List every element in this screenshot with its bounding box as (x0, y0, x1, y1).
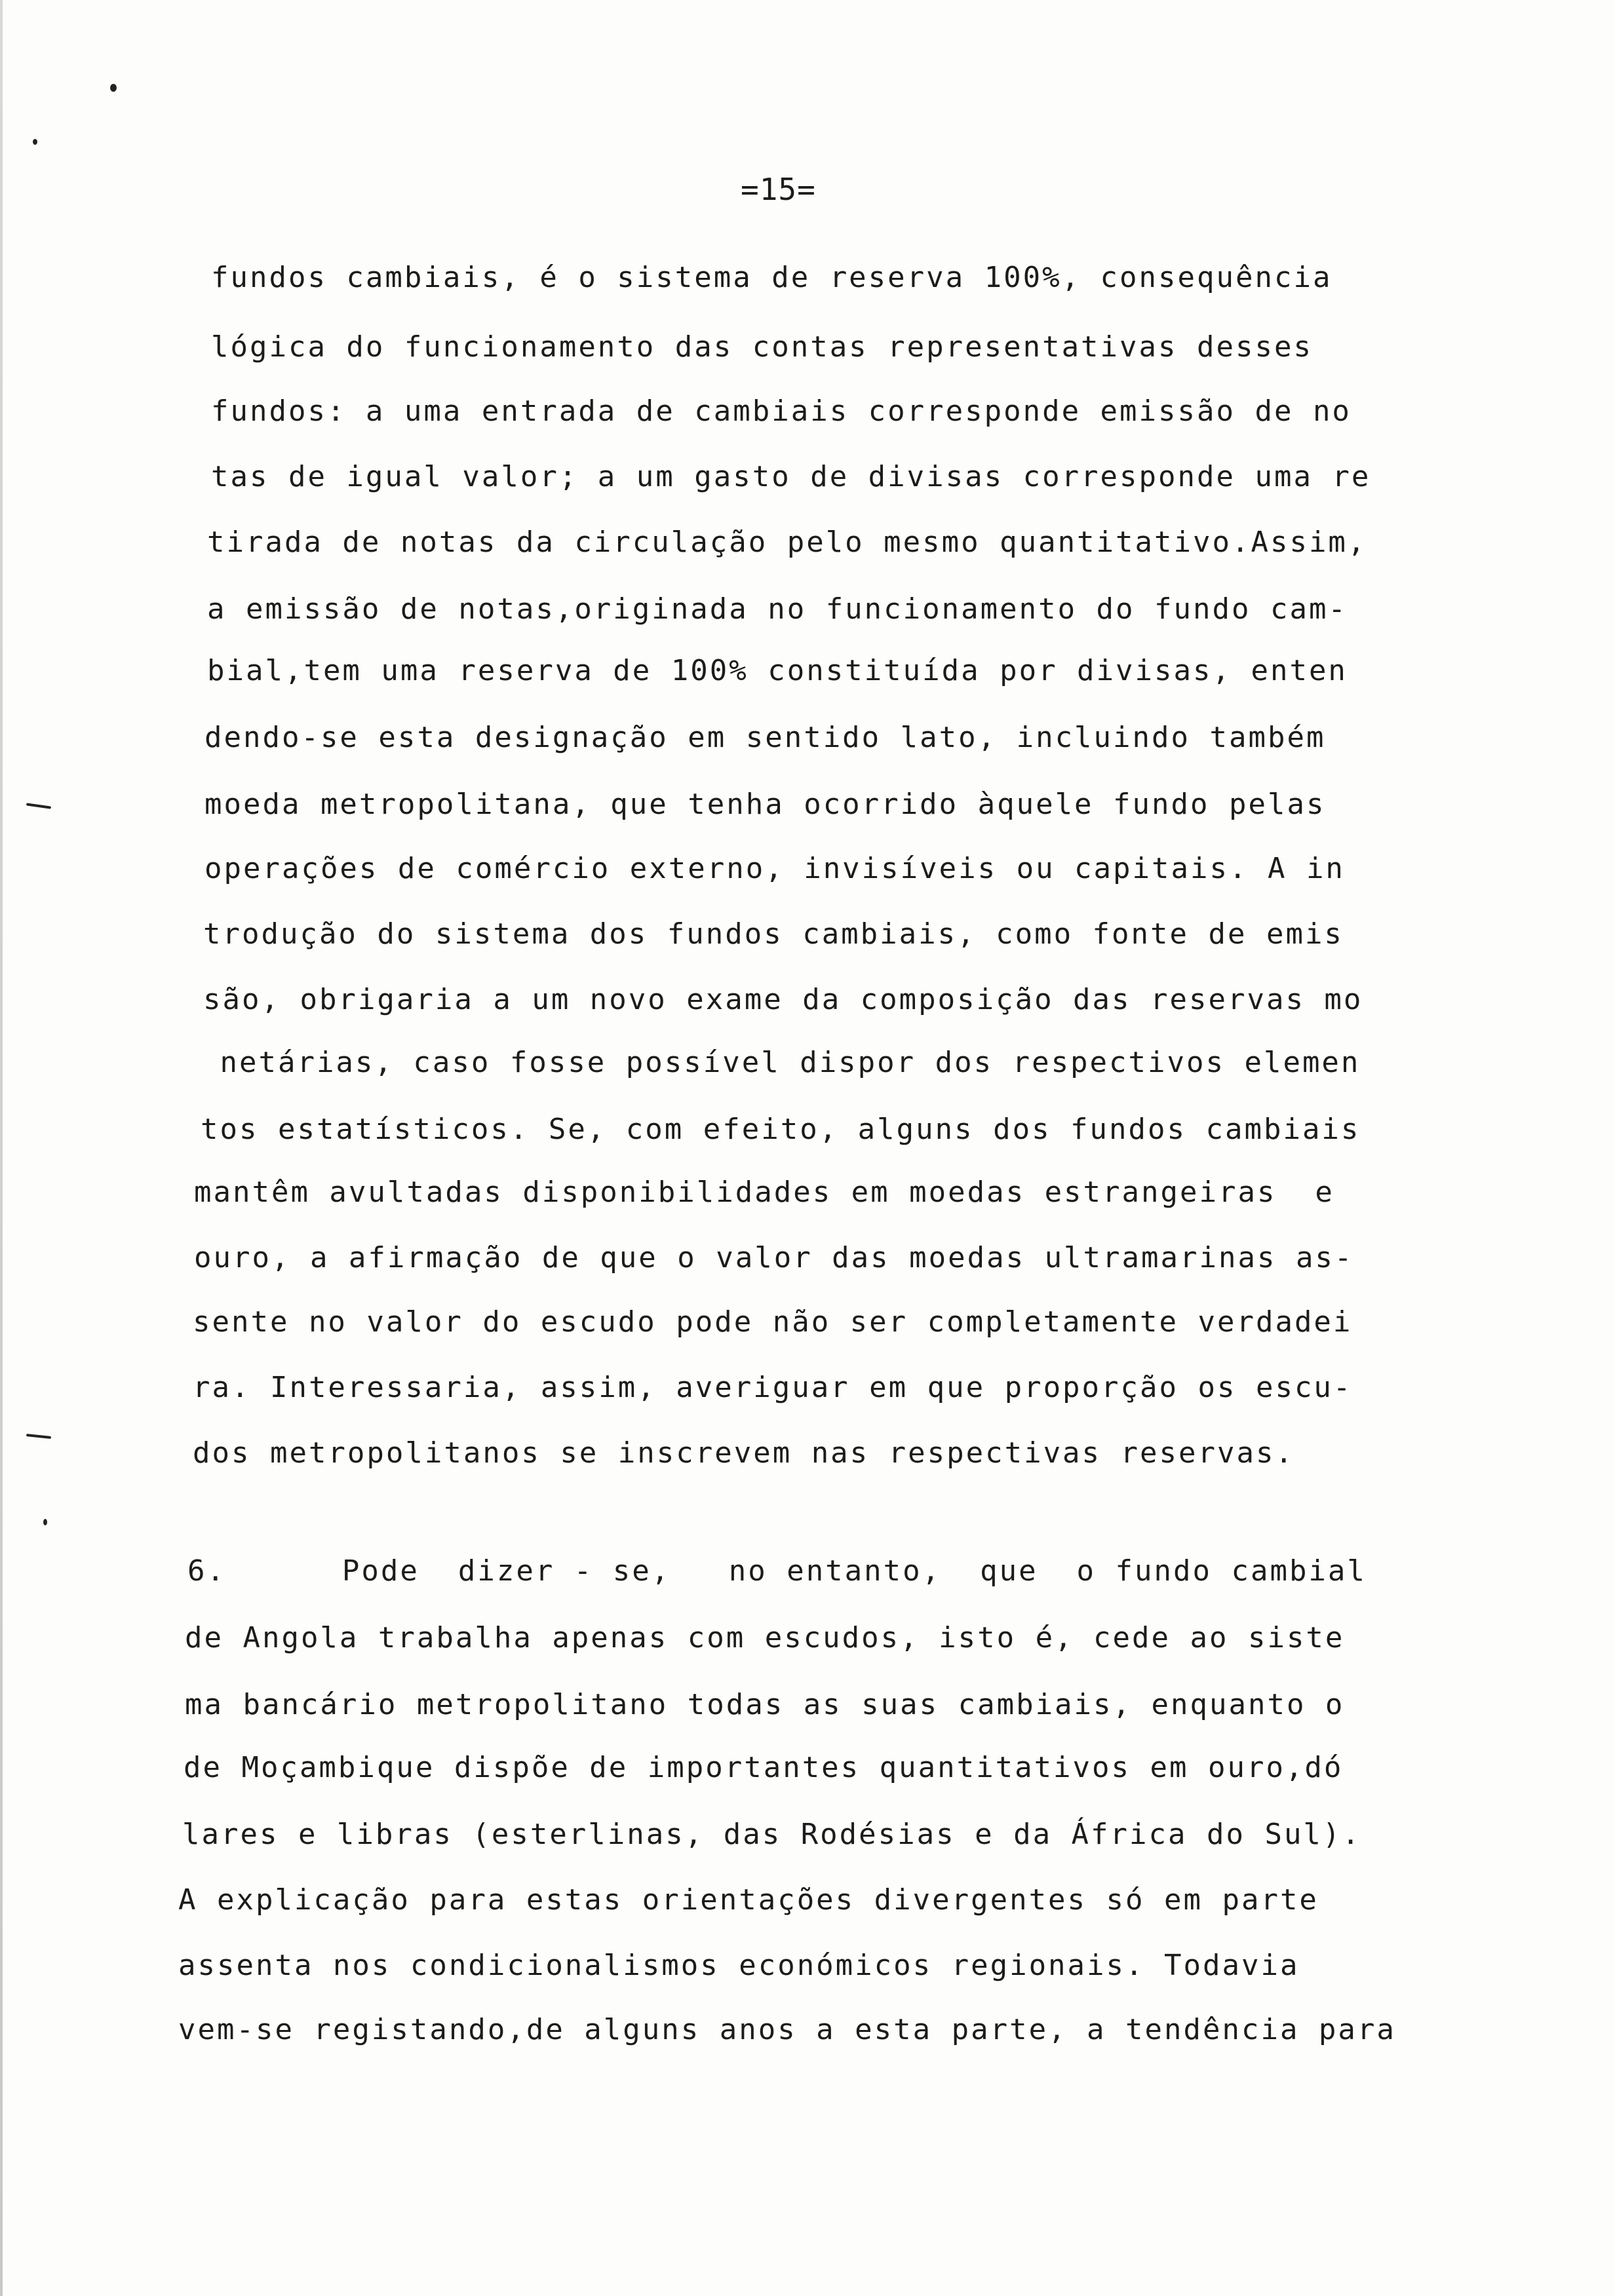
text-line: 6. Pode dizer - se, no entanto, que o fundo cambial (187, 1554, 1367, 1588)
text-line: vem-se registando,de alguns anos a esta parte, a tendência para (178, 2013, 1396, 2046)
text-line: tirada de notas da circulação pelo mesmo quantitativo.Assim, (207, 526, 1367, 559)
text-line: tos estatísticos. Se, com efeito, alguns dos fundos cambiais (201, 1113, 1361, 1146)
text-line: a emissão de notas,originada no funcionamento do fundo cam- (207, 592, 1348, 626)
scan-speck (43, 1519, 47, 1525)
text-line: trodução do sistema dos fundos cambiais, como fonte de emis (203, 917, 1344, 951)
text-line: dos metropolitanos se inscrevem nas respectivas reservas. (193, 1436, 1294, 1470)
text-line: A explicação para estas orientações divergentes só em parte (178, 1883, 1319, 1917)
text-line: moeda metropolitana, que tenha ocorrido àquele fundo pelas (204, 788, 1326, 821)
text-line: ma bancário metropolitano todas as suas cambiais, enquanto o (185, 1688, 1345, 1721)
text-line: dendo-se esta designação em sentido lato, incluindo também (204, 721, 1326, 754)
text-line: fundos cambiais, é o sistema de reserva 100%, consequência (211, 261, 1333, 294)
text-line: de Moçambique dispõe de importantes quantitativos em ouro,dó (184, 1751, 1344, 1784)
margin-mark (26, 803, 51, 809)
text-line: sente no valor do escudo pode não ser completamente verdadei (193, 1305, 1353, 1339)
text-line: são, obrigaria a um novo exame da composição das reservas mo (203, 983, 1363, 1016)
text-line: lógica do funcionamento das contas representativas desses (211, 330, 1313, 364)
text-line: ouro, a afirmação de que o valor das moedas ultramarinas as- (194, 1241, 1354, 1274)
scan-edge (0, 0, 3, 2296)
text-line: operações de comércio externo, invisíveis ou capitais. A in (204, 852, 1345, 885)
scan-speck (33, 139, 37, 145)
scan-speck (110, 84, 117, 92)
text-line: bial,tem uma reserva de 100% constituída por divisas, enten (207, 654, 1348, 687)
text-line: de Angola trabalha apenas com escudos, isto é, cede ao siste (185, 1621, 1345, 1655)
text-line: fundos: a uma entrada de cambiais corresponde emissão de no (211, 394, 1352, 428)
text-line: netárias, caso fosse possível dispor dos respectivos elemen (201, 1046, 1361, 1079)
text-line: ra. Interessaria, assim, averiguar em que proporção os escu- (193, 1371, 1353, 1404)
text-line: tas de igual valor; a um gasto de divisas corresponde uma re (211, 460, 1371, 493)
page-number: =15= (741, 172, 816, 207)
text-line: assenta nos condicionalismos económicos regionais. Todavia (178, 1949, 1300, 1982)
margin-mark (26, 1434, 51, 1439)
text-line: lares e libras (esterlinas, das Rodésias e da África do Sul). (182, 1818, 1361, 1851)
text-line: mantêm avultadas disponibilidades em moedas estrangeiras e (194, 1176, 1334, 1209)
